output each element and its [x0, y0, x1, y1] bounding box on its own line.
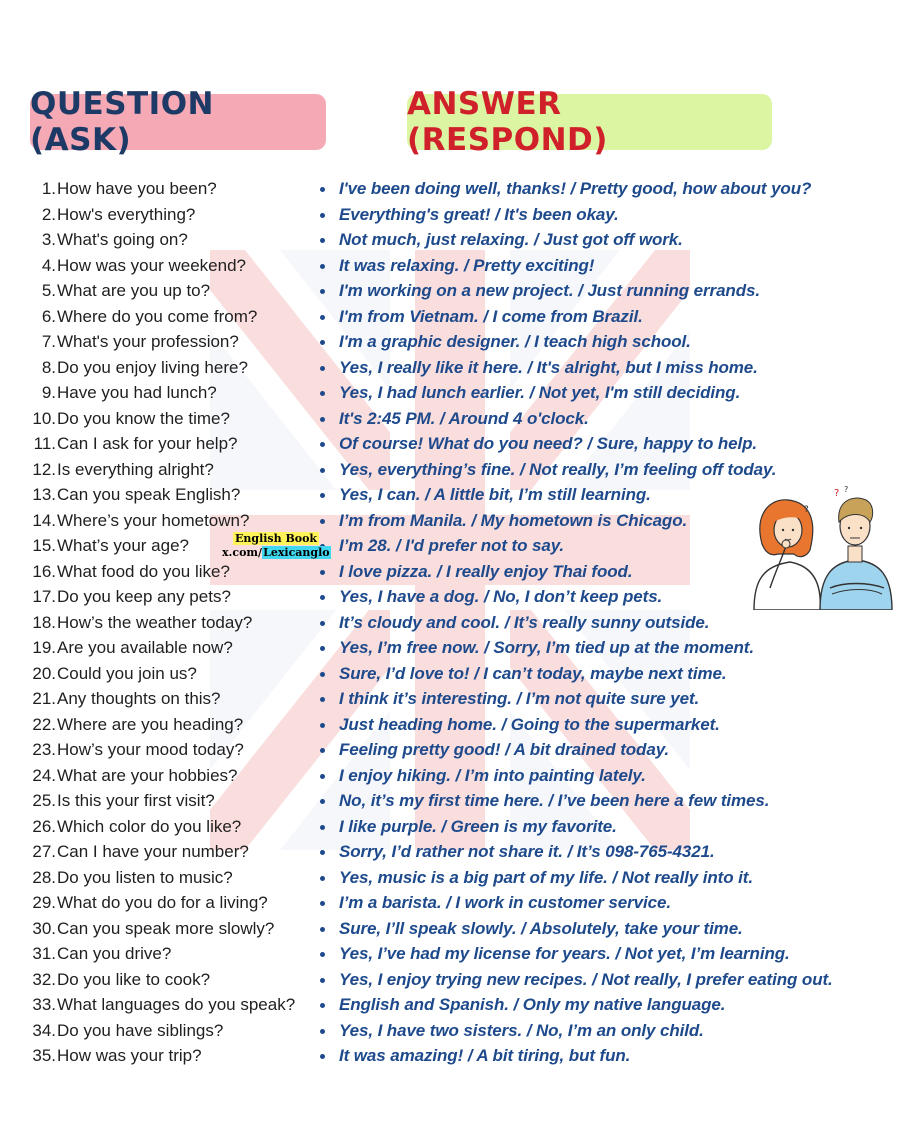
answer-text: Feeling pretty good! / A bit drained today.: [339, 740, 670, 759]
bullet-icon: [320, 595, 325, 600]
question-text: Do you have siblings?: [57, 1020, 224, 1040]
row-number: 12.: [32, 459, 56, 479]
question-text: Can you speak more slowly?: [57, 918, 275, 938]
bullet-icon: [320, 672, 325, 677]
row-number: 5.: [41, 281, 56, 300]
row-number: 25.: [32, 791, 56, 810]
answer-text: Yes, I enjoy trying new recipes. / Not really, I prefer eating out.: [339, 969, 833, 989]
row-number: 14.: [32, 510, 56, 530]
row-number: 3.: [41, 230, 56, 249]
qa-row: [0, 202, 900, 228]
bullet-icon: [320, 850, 325, 855]
bullet-icon: [320, 315, 325, 320]
answer-text: Just heading home. / Going to the supermarket.: [339, 714, 720, 734]
row-number: 18.: [32, 612, 56, 632]
question-text: How have you been?: [57, 179, 217, 198]
answer-text: Sure, I’ll speak slowly. / Absolutely, take your time.: [339, 918, 743, 938]
question-text: Can I ask for your help?: [57, 434, 238, 453]
qa-row: [0, 967, 900, 993]
answer-text: I'm a graphic designer. / I teach high school.: [339, 332, 691, 351]
bullet-icon: [320, 901, 325, 906]
credit-link-handle: Lexicanglo: [263, 546, 330, 559]
bullet-icon: [320, 493, 325, 498]
question-text: Where do you come from?: [57, 306, 258, 326]
question-text: What food do you like?: [57, 561, 230, 581]
question-text: Do you enjoy living here?: [57, 357, 248, 377]
row-number: 30.: [32, 918, 56, 938]
qa-row: [0, 763, 900, 789]
qa-row: [0, 814, 900, 840]
question-text: What do you do for a living?: [57, 893, 268, 912]
question-text: Do you listen to music?: [57, 867, 233, 887]
row-number: 16.: [32, 561, 56, 581]
bullet-icon: [320, 748, 325, 753]
question-text: What's going on?: [57, 230, 188, 249]
question-text: Is everything alright?: [57, 459, 214, 479]
question-text: How was your weekend?: [57, 255, 246, 275]
question-text: What languages do you speak?: [57, 995, 296, 1014]
answer-text: No, it’s my first time here. / I’ve been here a few times.: [339, 791, 770, 810]
question-text: Can you drive?: [57, 944, 172, 963]
question-text: Which color do you like?: [57, 816, 242, 836]
qa-row: [0, 941, 900, 967]
row-number: 19.: [32, 638, 56, 657]
question-text: Can you speak English?: [57, 485, 241, 504]
question-text: What are your hobbies?: [57, 765, 238, 785]
question-text: Can I have your number?: [57, 842, 249, 861]
qa-list: [0, 176, 900, 1069]
row-number: 26.: [32, 816, 56, 836]
qa-row: [0, 686, 900, 712]
qa-row: [0, 406, 900, 432]
question-text: Where’s your hometown?: [57, 510, 250, 530]
question-header: [30, 86, 326, 158]
svg-text:?: ?: [844, 485, 849, 494]
row-number: 34.: [32, 1020, 56, 1040]
qa-row: [0, 661, 900, 687]
answer-text: I like purple. / Green is my favorite.: [339, 816, 617, 836]
row-number: 15.: [32, 536, 56, 555]
bullet-icon: [320, 1029, 325, 1034]
svg-text:?: ?: [804, 505, 809, 515]
answer-text: Yes, I really like it here. / It's alright, but I miss home.: [339, 357, 758, 377]
man-figure: [820, 485, 892, 610]
answer-text: Everything's great! / It's been okay.: [339, 204, 619, 224]
question-text: Do you keep any pets?: [57, 587, 231, 606]
qa-row: [0, 737, 900, 763]
qa-row: [0, 712, 900, 738]
row-number: 32.: [32, 969, 56, 989]
answer-text: It was amazing! / A bit tiring, but fun.: [339, 1046, 631, 1065]
question-text: Are you available now?: [57, 638, 233, 657]
qa-row: [0, 278, 900, 304]
answer-text: Yes, I can. / A little bit, I’m still learning.: [339, 485, 651, 504]
answer-text: Of course! What do you need? / Sure, happy to help.: [339, 434, 758, 453]
question-text: What are you up to?: [57, 281, 211, 300]
question-text: How was your trip?: [57, 1046, 202, 1065]
answer-text: I've been doing well, thanks! / Pretty good, how about you?: [339, 179, 812, 198]
answer-text: I think it’s interesting. / I’m not quite sure yet.: [339, 689, 700, 708]
question-text: Where are you heading?: [57, 714, 244, 734]
bullet-icon: [320, 1054, 325, 1059]
row-number: 9.: [41, 383, 56, 402]
qa-row: [0, 916, 900, 942]
row-number: 11.: [33, 434, 56, 453]
qa-row: [0, 610, 900, 636]
bullet-icon: [320, 799, 325, 804]
qa-row: [0, 253, 900, 279]
answer-header: [407, 86, 772, 158]
svg-text:?: ?: [834, 488, 840, 499]
question-text: Have you had lunch?: [57, 383, 217, 402]
row-number: 1.: [41, 179, 56, 198]
qa-row: [0, 865, 900, 891]
bullet-icon: [320, 391, 325, 396]
question-text: How’s your mood today?: [57, 740, 244, 759]
answer-text: I'm from Vietnam. / I come from Brazil.: [339, 306, 643, 326]
answer-text: Yes, I’m free now. / Sorry, I’m tied up at the moment.: [339, 638, 754, 657]
qa-row: [0, 457, 900, 483]
answer-text: I'm working on a new project. / Just running errands.: [339, 281, 760, 300]
bullet-icon: [320, 264, 325, 269]
bullet-icon: [320, 825, 325, 830]
bullet-icon: [320, 213, 325, 218]
row-number: 21.: [32, 689, 56, 708]
bullet-icon: [320, 187, 325, 192]
qa-row: [0, 839, 900, 865]
question-text: Could you join us?: [57, 663, 197, 683]
row-number: 33.: [32, 995, 56, 1014]
qa-row: [0, 992, 900, 1018]
answer-text: I’m 28. / I'd prefer not to say.: [339, 536, 565, 555]
qa-row: [0, 355, 900, 381]
question-header-label: QUESTION (ASK): [30, 86, 215, 158]
bullet-icon: [320, 289, 325, 294]
qa-row: [0, 788, 900, 814]
woman-figure: [754, 500, 820, 610]
answer-header-label: ANSWER (RESPOND): [407, 86, 608, 158]
answer-text: English and Spanish. / Only my native language.: [339, 995, 726, 1014]
bullet-icon: [320, 340, 325, 345]
qa-row: [0, 1018, 900, 1044]
row-number: 4.: [41, 255, 56, 275]
bullet-icon: [320, 646, 325, 651]
qa-row: [0, 635, 900, 661]
answer-text: Yes, everything’s fine. / Not really, I’m feeling off today.: [339, 459, 777, 479]
credit-link-prefix: x.com/: [222, 546, 263, 559]
bullet-icon: [320, 876, 325, 881]
bullet-icon: [320, 723, 325, 728]
answer-text: Yes, I have two sisters. / No, I’m an only child.: [339, 1020, 704, 1040]
row-number: 28.: [32, 867, 56, 887]
row-number: 8.: [41, 357, 56, 377]
bullet-icon: [320, 366, 325, 371]
row-number: 31.: [32, 944, 56, 963]
qa-row: [0, 304, 900, 330]
bullet-icon: [320, 238, 325, 243]
answer-text: I’m from Manila. / My hometown is Chicago.: [339, 510, 688, 530]
question-text: Is this your first visit?: [57, 791, 215, 810]
row-number: 2.: [41, 204, 56, 224]
qa-row: [0, 431, 900, 457]
row-number: 17.: [32, 587, 56, 606]
bullet-icon: [320, 952, 325, 957]
bullet-icon: [320, 621, 325, 626]
row-number: 13.: [32, 485, 56, 504]
qa-row: [0, 176, 900, 202]
question-text: What’s your age?: [57, 536, 189, 555]
question-text: Any thoughts on this?: [57, 689, 221, 708]
row-number: 29.: [32, 893, 56, 912]
answer-text: Yes, I have a dog. / No, I don’t keep pets.: [339, 587, 663, 606]
bullet-icon: [320, 978, 325, 983]
qa-row: [0, 890, 900, 916]
bullet-icon: [320, 927, 325, 932]
bullet-icon: [320, 697, 325, 702]
thinking-people-illustration: [748, 484, 894, 610]
bullet-icon: [320, 519, 325, 524]
bullet-icon: [320, 570, 325, 575]
question-text: Do you like to cook?: [57, 969, 211, 989]
row-number: 24.: [32, 765, 56, 785]
answer-text: It's 2:45 PM. / Around 4 o'clock.: [339, 408, 589, 428]
answer-text: I enjoy hiking. / I’m into painting lately.: [339, 765, 646, 785]
bullet-icon: [320, 1003, 325, 1008]
bullet-icon: [320, 468, 325, 473]
row-number: 23.: [32, 740, 56, 759]
qa-row: [0, 380, 900, 406]
row-number: 7.: [41, 332, 56, 351]
row-number: 10.: [32, 408, 56, 428]
credit-link: [222, 546, 331, 559]
question-text: Do you know the time?: [57, 408, 230, 428]
answer-text: Yes, I’ve had my license for years. / Not yet, I’m learning.: [339, 944, 790, 963]
answer-text: Sure, I’d love to! / I can’t today, maybe next time.: [339, 663, 727, 683]
row-number: 22.: [32, 714, 56, 734]
answer-text: Yes, I had lunch earlier. / Not yet, I'm still deciding.: [339, 383, 741, 402]
question-text: How's everything?: [57, 204, 196, 224]
answer-text: Sorry, I’d rather not share it. / It’s 098-765-4321.: [339, 842, 715, 861]
answer-text: I love pizza. / I really enjoy Thai food.: [339, 561, 633, 581]
bullet-icon: [320, 774, 325, 779]
qa-row: [0, 1043, 900, 1069]
question-text: What's your profession?: [57, 332, 239, 351]
bullet-icon: [320, 417, 325, 422]
answer-text: It’s cloudy and cool. / It’s really sunny outside.: [339, 612, 710, 632]
answer-text: Not much, just relaxing. / Just got off work.: [339, 230, 683, 249]
answer-text: Yes, music is a big part of my life. / Not really into it.: [339, 867, 753, 887]
qa-row: [0, 227, 900, 253]
credit-title: English Book: [235, 532, 318, 545]
row-number: 6.: [41, 306, 56, 326]
row-number: 27.: [32, 842, 56, 861]
question-text: How’s the weather today?: [57, 612, 253, 632]
qa-row: [0, 329, 900, 355]
answer-text: I’m a barista. / I work in customer service.: [339, 893, 671, 912]
bullet-icon: [320, 442, 325, 447]
row-number: 20.: [32, 663, 56, 683]
row-number: 35.: [32, 1046, 56, 1065]
answer-text: It was relaxing. / Pretty exciting!: [339, 255, 595, 275]
